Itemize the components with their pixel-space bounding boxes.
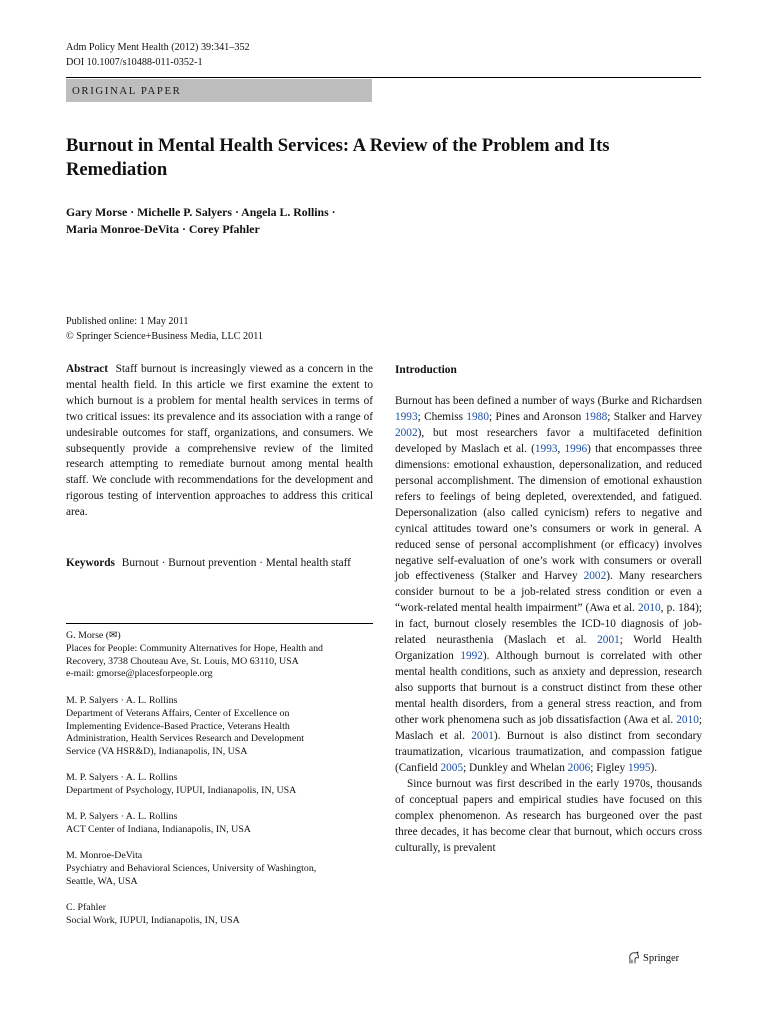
affiliation-psychology (66, 772, 373, 798)
affiliation-line: Recovery, 3738 Chouteau Ave, St. Louis, MO 63110, USA (66, 655, 299, 667)
affiliation-line: Department of Veterans Affairs, Center of Excellence on (66, 707, 290, 719)
citation-link[interactable]: 2010 (638, 602, 661, 615)
author-list (66, 204, 686, 238)
springer-horse-icon (627, 951, 640, 965)
affiliation-line: Department of Psychology, IUPUI, Indianapolis, IN, USA (66, 784, 297, 796)
introduction-heading: Introduction (395, 364, 457, 376)
affiliation-line: G. Morse (✉) (66, 630, 121, 641)
citation-link[interactable]: 2002 (395, 426, 418, 439)
keywords-text: Burnout · Burnout prevention · Mental health staff (121, 557, 351, 569)
keywords-label: Keywords (66, 557, 115, 569)
publisher-name: Springer (643, 952, 680, 964)
affiliation-line: Implementing Evidence-Based Practice, Veterans Health (66, 720, 290, 732)
header-divider (66, 77, 701, 78)
abstract-label: Abstract (66, 363, 109, 375)
paragraph-text: ; Maslach et al. (395, 714, 702, 743)
affiliation-line: Places for People: Community Alternatives for Hope, Health and (66, 642, 323, 654)
citation-link[interactable]: 2001 (597, 634, 620, 647)
affiliation-line: M. P. Salyers · A. L. Rollins (66, 695, 178, 706)
affiliation-line: M. Monroe-DeVita (66, 850, 143, 861)
affiliation-line: M. P. Salyers · A. L. Rollins (66, 811, 178, 822)
published-date: Published online: 1 May 2011 (66, 316, 189, 327)
affiliation-va (66, 695, 373, 759)
paragraph-text: Burnout has been defined a number of ways (Burke and Richardsen (395, 395, 702, 407)
citation-link[interactable]: 1996 (564, 442, 588, 455)
affiliation-line: C. Pfahler (66, 902, 107, 913)
paragraph-text: ). Burnout is also distinct from secondary traumatization, vicarious traumatization, and compassion fatigue (Canfield (395, 730, 702, 774)
citation-link[interactable]: 1992 (460, 650, 483, 663)
keywords-section (66, 555, 373, 571)
publication-info (66, 315, 263, 344)
paragraph-text: ). (650, 761, 658, 774)
paragraph-text: ; Pines and Aronson (488, 410, 585, 423)
article-title: Burnout in Mental Health Services: A Review of the Problem and Its Remediation (66, 135, 610, 180)
affiliations-divider (66, 623, 373, 624)
paragraph-text: ; Chemiss (417, 410, 467, 423)
citation-link[interactable]: 1980 (466, 410, 489, 423)
paragraph-text: ; World Health Organization (395, 634, 702, 663)
abstract-section (66, 362, 373, 521)
affiliation-line: M. P. Salyers · A. L. Rollins (66, 772, 178, 783)
affiliation-morse (66, 630, 373, 681)
affiliation-line: ACT Center of Indiana, Indianapolis, IN, USA (66, 823, 251, 835)
affiliation-line: Psychiatry and Behavioral Sciences, University of Washington, (66, 862, 317, 874)
citation-link[interactable]: 2005 (440, 761, 464, 774)
introduction-body (395, 394, 702, 857)
doi-line: DOI 10.1007/s10488-011-0352-1 (66, 57, 203, 68)
journal-citation: Adm Policy Ment Health (2012) 39:341–352 (66, 42, 250, 53)
paragraph-text: ; Stalker and Harvey (607, 410, 703, 423)
affiliation-line: Social Work, IUPUI, Indianapolis, IN, USA (66, 914, 240, 926)
citation-link[interactable]: 2010 (676, 714, 699, 727)
citation-link[interactable]: 1988 (584, 410, 608, 423)
author-line-2: Maria Monroe-DeVita · Corey Pfahler (66, 222, 260, 236)
affiliation-line: Service (VA HSR&D), Indianapolis, IN, USA (66, 746, 248, 758)
article-type-banner (66, 79, 372, 102)
citation-link[interactable]: 1995 (627, 761, 651, 774)
paragraph-text: ) that encompasses three dimensions: emotional exhaustion, depersonalization, and reduced personal accomplishment. The dimension of emotional exhaustion refers to feelings of being depleted, overextended, and fatigued. Depersonalization (also called cynicism) refers to negative and cynical attitudes toward one’s consumers or work in general. A reduced sense of personal accomplishment (or efficacy) involves negative self-evaluation of one’s work with consumers or overall job effectiveness (Stalker and Harvey (395, 442, 702, 583)
paragraph-text: ; Figley (590, 761, 628, 774)
citation-link[interactable]: 2002 (583, 570, 607, 583)
introduction-paragraph (395, 777, 702, 857)
paragraph-text: Since burnout was first described in the early 1970s, thousands of conceptual papers and empirical studies have focused on this complex phenomenon. As research has burgeoned over the past three decades, it has become clear that burnout, which occurs cross culturally, is prevalent (395, 777, 702, 854)
paragraph-text: , p. 184); in fact, burnout closely resembles the ICD-10 diagnosis of job-related neurasthenia (Maslach et al. (395, 602, 702, 647)
article-type-label: ORIGINAL PAPER (72, 84, 182, 97)
abstract-text: Staff burnout is increasingly viewed as a concern in the mental health field. In this article we first examine the extent to which burnout is a problem for mental health services in terms of two critical issues: its prevalence and its association with a range of undesirable outcomes for staff, organizations, and consumers. We subsequently provide a comprehensive review of the limited research attempting to remediate burnout among mental health staff. We conclude with recommendations for the development and rigorous testing of intervention approaches to address this critical area. (66, 363, 373, 519)
publisher-mark (627, 951, 679, 965)
affiliation-line: Administration, Health Services Research and Development (66, 733, 305, 745)
affiliation-uw (66, 850, 373, 888)
author-line-1: Gary Morse · Michelle P. Salyers · Angela L. Rollins · (66, 205, 336, 219)
paragraph-text: ), but most researchers favor a multifaceted definition developed by Maslach et al. ( (395, 426, 702, 455)
citation-link[interactable]: 1993 (534, 442, 558, 455)
introduction-paragraph (395, 394, 702, 777)
paragraph-text: , (557, 442, 565, 455)
citation-link[interactable]: 1993 (395, 410, 418, 423)
email-link[interactable]: e-mail: gmorse@placesforpeople.org (66, 668, 213, 680)
copyright-notice: © Springer Science+Business Media, LLC 2011 (66, 330, 264, 342)
paragraph-text: ). Although burnout is correlated with other mental health conditions, such as anxiety and depression, research also supports that burnout is a construct distinct from these other mental health disorders, from a general stress reaction, and from other work phenomena such as job dissatisfaction (Awa et al. (395, 650, 703, 727)
affiliation-line: Seattle, WA, USA (66, 875, 138, 887)
paragraph-text: ). Many researchers consider burnout to be a job-related stress condition or even a “work-related mental health impairment” (Awa et al. (395, 570, 702, 615)
affiliation-social-work (66, 902, 373, 928)
paragraph-text: ; Dunkley and Whelan (463, 761, 568, 774)
citation-link[interactable]: 2001 (471, 730, 494, 743)
affiliation-act-center (66, 811, 373, 837)
citation-link[interactable]: 2006 (567, 761, 591, 774)
